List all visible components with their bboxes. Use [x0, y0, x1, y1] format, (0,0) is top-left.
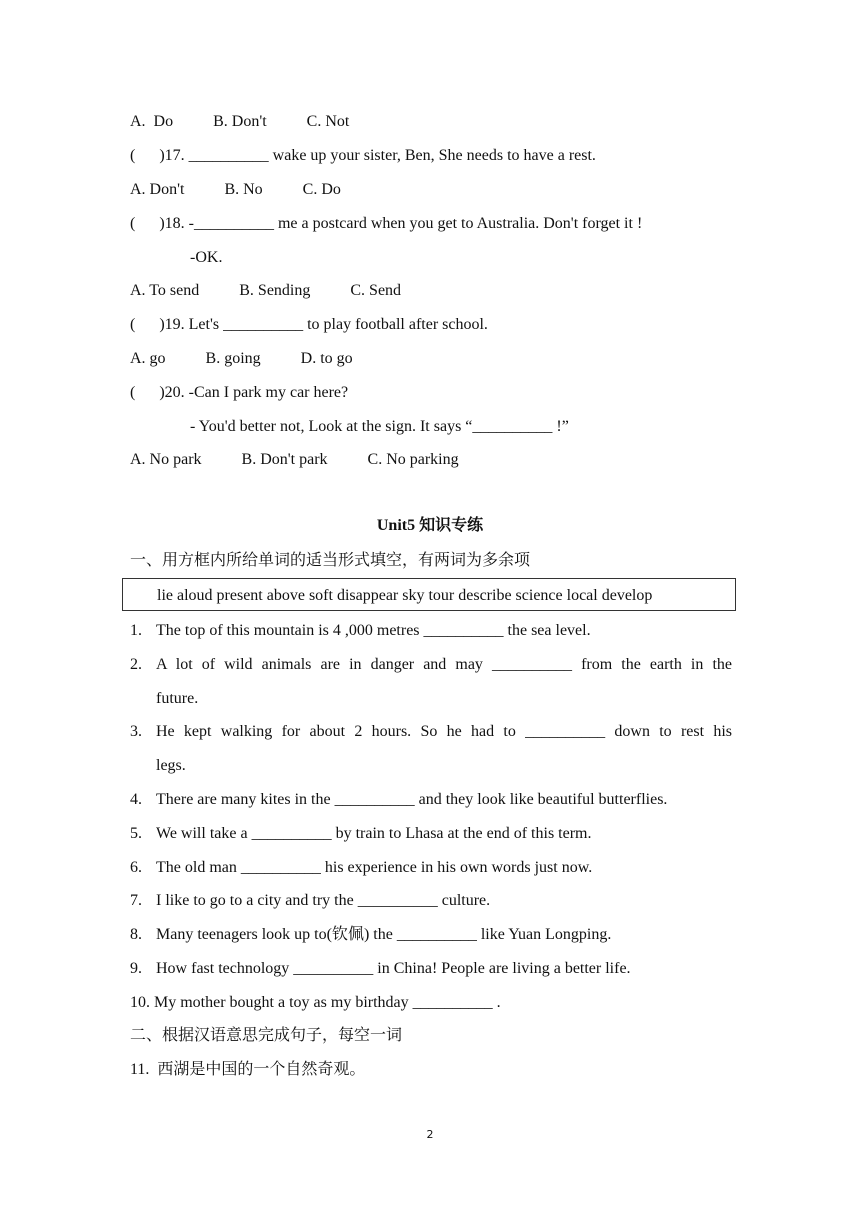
- item-10: 10. My mother bought a toy as my birthday __________ .: [130, 994, 501, 1011]
- mc-q17: ( )17. __________ wake up your sister, Ben, She needs to have a rest.: [130, 147, 596, 164]
- item-number: 1.: [130, 622, 142, 639]
- item-text: I like to go to a city and try the __________ culture.: [156, 892, 491, 909]
- mc-q19: ( )19. Let's __________ to play football after school.: [130, 316, 488, 333]
- mc-q18-options: A. To send B. Sending C. Send: [130, 282, 402, 299]
- item-number: 9.: [130, 960, 142, 977]
- page-number: 2: [426, 1128, 434, 1141]
- item-text: There are many kites in the __________ and they look like beautiful butterflies.: [156, 791, 668, 808]
- mc-q18-reply: -OK.: [190, 249, 223, 266]
- section1-heading: 一、用方框内所给单词的适当形式填空，有两词为多余项: [130, 552, 531, 569]
- item-text: We will take a __________ by train to Lhasa at the end of this term.: [156, 825, 592, 842]
- item-text: Many teenagers look up to(钦佩) the __________ like Yuan Longping.: [156, 926, 612, 943]
- item-text: A lot of wild animals are in danger and may __________ from the earth in the: [156, 656, 732, 673]
- item-text: The old man __________ his experience in his own words just now.: [156, 859, 593, 876]
- item-text: The top of this mountain is 4 ,000 metres __________ the sea level.: [156, 622, 591, 639]
- item-text-continued: future.: [156, 690, 199, 707]
- item-number: 4.: [130, 791, 142, 808]
- mc-q19-options: A. go B. going D. to go: [130, 350, 353, 367]
- mc-q20-reply: - You'd better not, Look at the sign. It says “__________ !”: [190, 418, 569, 435]
- item-number: 5.: [130, 825, 142, 842]
- mc-q16-options: A. Do B. Don't C. Not: [130, 113, 350, 130]
- item-number: 8.: [130, 926, 142, 943]
- item-11: 11. 西湖是中国的一个自然奇观。: [130, 1061, 366, 1078]
- mc-q17-options: A. Don't B. No C. Do: [130, 181, 341, 198]
- item-text: He kept walking for about 2 hours. So he had to __________ down to rest his: [156, 723, 732, 740]
- section2-heading: 二、根据汉语意思完成句子，每空一词: [130, 1027, 403, 1044]
- word-box: [122, 578, 736, 611]
- item-text-continued: legs.: [156, 757, 186, 774]
- item-number: 3.: [130, 723, 142, 740]
- item-number: 6.: [130, 859, 142, 876]
- word-box-text: lie aloud present above soft disappear sky tour describe science local develop: [157, 587, 653, 604]
- item-number: 7.: [130, 892, 142, 909]
- unit-title: Unit5 知识专练: [376, 517, 484, 534]
- mc-q18: ( )18. -__________ me a postcard when you get to Australia. Don't forget it !: [130, 215, 643, 232]
- mc-q20: ( )20. -Can I park my car here?: [130, 384, 349, 401]
- item-number: 2.: [130, 656, 142, 673]
- item-text: How fast technology __________ in China! People are living a better life.: [156, 960, 631, 977]
- mc-q20-options: A. No park B. Don't park C. No parking: [130, 451, 459, 468]
